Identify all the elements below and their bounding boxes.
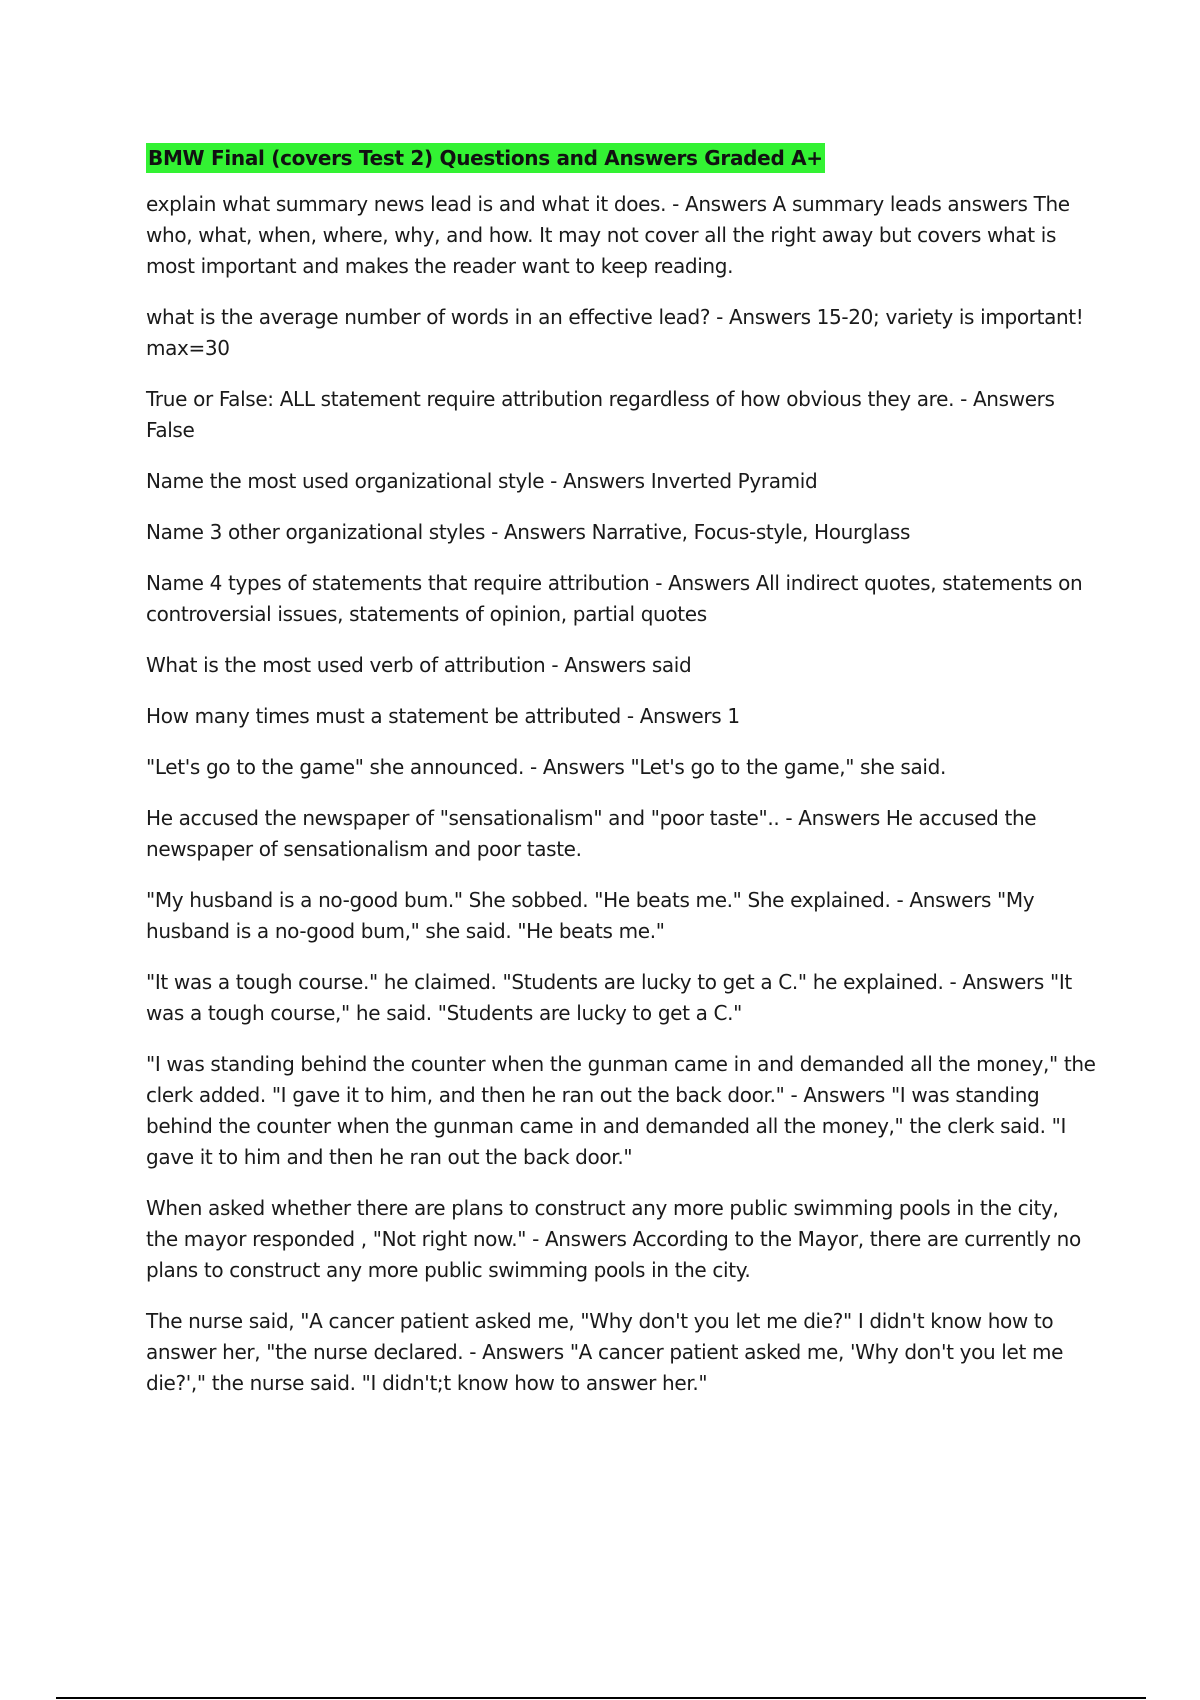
qa-entry: Name 3 other organizational styles - Answers Narrative, Focus-style, Hourglass bbox=[146, 520, 911, 544]
qa-entry: How many times must a statement be attributed - Answers 1 bbox=[146, 704, 740, 728]
qa-entry: What is the most used verb of attribution - Answers said bbox=[146, 653, 692, 677]
qa-entry: "It was a tough course." he claimed. "Students are lucky to get a C." he explained. - Answers "It was a tough course," he said. "Students are lucky to get a C." bbox=[146, 970, 1072, 1025]
page-bottom-divider bbox=[56, 1697, 1146, 1699]
document-title: BMW Final (covers Test 2) Questions and Answers Graded A+ bbox=[146, 143, 825, 173]
qa-entry: True or False: ALL statement require attribution regardless of how obvious they are. - Answers False bbox=[146, 387, 1055, 442]
qa-entry: "Let's go to the game" she announced. - Answers "Let's go to the game," she said. bbox=[146, 755, 946, 779]
document-body bbox=[146, 143, 1096, 1419]
qa-entry: He accused the newspaper of "sensationalism" and "poor taste".. - Answers He accused the newspaper of sensationalism and poor taste. bbox=[146, 806, 1037, 861]
qa-entry: "My husband is a no-good bum." She sobbed. "He beats me." She explained. - Answers "My husband is a no-good bum," she said. "He beats me." bbox=[146, 888, 1035, 943]
qa-entry: The nurse said, "A cancer patient asked me, "Why don't you let me die?" I didn't know how to answer her, "the nurse declared. - Answers "A cancer patient asked me, 'Why don't you let me die?'," the nurse said. "I didn't;t know how to answer her." bbox=[146, 1309, 1064, 1395]
qa-entry: Name the most used organizational style - Answers Inverted Pyramid bbox=[146, 469, 818, 493]
qa-entry: what is the average number of words in an effective lead? - Answers 15-20; variety is important! max=30 bbox=[146, 305, 1084, 360]
qa-entry: explain what summary news lead is and what it does. - Answers A summary leads answers The who, what, when, where, why, and how. It may not cover all the right away but covers what is most important and makes the reader want to keep reading. bbox=[146, 192, 1070, 278]
qa-entry: When asked whether there are plans to construct any more public swimming pools in the city, the mayor responded , "Not right now." - Answers According to the Mayor, there are currently no plans to construct any more public swimming pools in the city. bbox=[146, 1196, 1081, 1282]
qa-entry: Name 4 types of statements that require attribution - Answers All indirect quotes, statements on controversial issues, statements of opinion, partial quotes bbox=[146, 571, 1083, 626]
qa-entry: "I was standing behind the counter when the gunman came in and demanded all the money," the clerk added. "I gave it to him, and then he ran out the back door." - Answers "I was standing behind the counter when the gunman came in and demanded all the money," the clerk said. "I gave it to him and then he ran out the back door." bbox=[146, 1052, 1096, 1169]
